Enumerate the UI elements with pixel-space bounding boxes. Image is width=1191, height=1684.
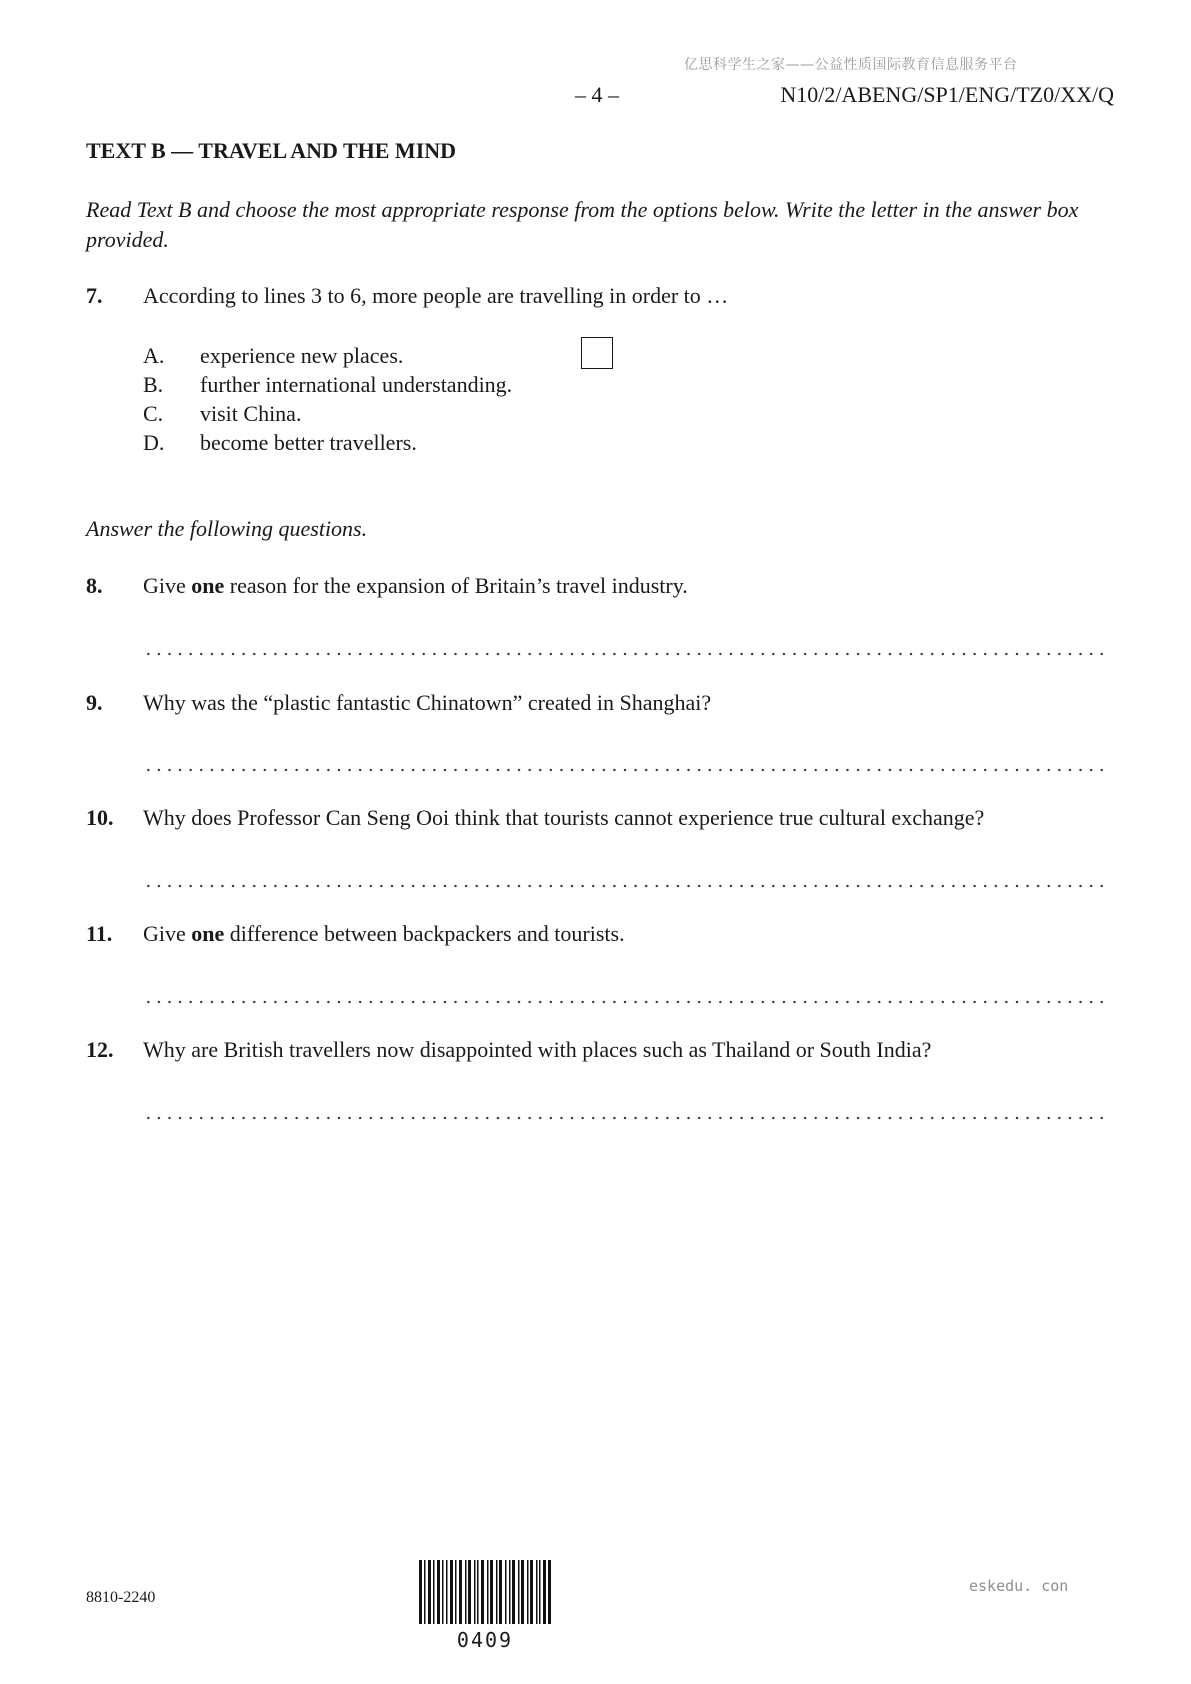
page-number: – 4 – — [575, 82, 619, 107]
option-text: become better travellers. — [200, 430, 417, 455]
answer-box[interactable] — [581, 337, 613, 369]
barcode-number: 0409 — [456, 1628, 514, 1652]
watermark-bottom: eskedu. con — [969, 1577, 1069, 1595]
answer-line[interactable] — [143, 768, 1108, 772]
option-letter: C. — [143, 401, 164, 426]
option-letter: B. — [143, 372, 164, 397]
answer-line[interactable] — [143, 652, 1108, 656]
question-number: 12. — [86, 1037, 114, 1062]
section-title: TEXT B — TRAVEL AND THE MIND — [86, 138, 457, 163]
question-text: Why does Professor Can Seng Ooi think that tourists cannot experience true cultural exchange? — [143, 805, 985, 830]
question-number: 10. — [86, 805, 114, 830]
exam-code: N10/2/ABENG/SP1/ENG/TZ0/XX/Q — [780, 82, 1114, 107]
question-number: 11. — [86, 921, 113, 946]
answer-line[interactable] — [143, 1116, 1108, 1120]
answer-line[interactable] — [143, 884, 1108, 888]
option-text: experience new places. — [200, 343, 404, 368]
question-number: 7. — [86, 283, 103, 308]
question-number: 8. — [86, 573, 103, 598]
question-text: Give one difference between backpackers and tourists. — [143, 921, 625, 946]
option-text: visit China. — [200, 401, 302, 426]
question-text: Give one reason for the expansion of Britain’s travel industry. — [143, 573, 688, 598]
question-text: Why are British travellers now disappointed with places such as Thailand or South India? — [143, 1037, 932, 1062]
option-text: further international understanding. — [200, 372, 513, 397]
option-letter: D. — [143, 430, 165, 455]
option-letter: A. — [143, 343, 165, 368]
section-instructions: Read Text B and choose the most appropriate response from the options below. Write the letter in the answer box provided. — [86, 197, 1079, 252]
answer-instructions: Answer the following questions. — [86, 516, 368, 541]
footer-code: 8810-2240 — [86, 1589, 156, 1606]
answer-line[interactable] — [143, 1000, 1108, 1004]
question-number: 9. — [86, 690, 103, 715]
question-text: According to lines 3 to 6, more people are travelling in order to … — [143, 283, 729, 308]
barcode — [419, 1560, 551, 1624]
question-text: Why was the “plastic fantastic Chinatown” created in Shanghai? — [143, 690, 712, 715]
watermark-top: 亿思科学生之家——公益性质国际教育信息服务平台 — [684, 57, 1018, 73]
